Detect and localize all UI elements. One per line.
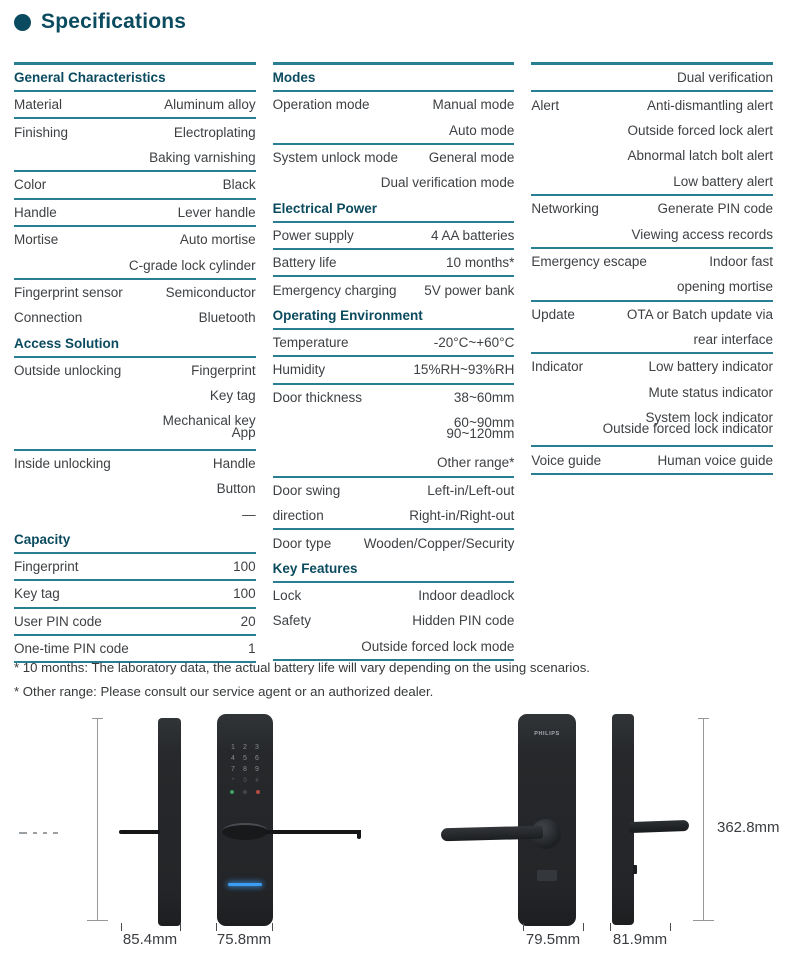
spec-value: Aluminum alloy [164, 97, 256, 113]
spec-row [14, 609, 256, 636]
keypad-key: 2 [243, 744, 247, 751]
spec-line [273, 426, 515, 450]
footnotes [14, 656, 590, 704]
footnote-battery: * 10 months: The laboratory data, the actual battery life will vary depending on the using scenarios. [14, 660, 590, 675]
dimension-line-right [703, 718, 704, 920]
spec-line [14, 280, 256, 305]
spec-row [273, 357, 515, 384]
spec-value: Mechanical key [162, 413, 256, 429]
spec-label: Connection [14, 310, 83, 326]
tick-mark [523, 923, 524, 931]
spec-label: Door swing [272, 482, 341, 498]
spec-line [273, 117, 515, 142]
spec-line [273, 277, 515, 302]
tick-mark [121, 923, 122, 931]
keypad-key: 9 [255, 766, 259, 773]
clipped-dimension-fragment [19, 832, 58, 834]
spec-line [14, 252, 256, 277]
spec-line [531, 302, 773, 327]
section-header: General Characteristics [14, 65, 256, 92]
spec-line [14, 609, 256, 634]
spec-value: 100 [233, 559, 256, 575]
spec-value: Auto mode [449, 122, 515, 138]
spec-label: Fingerprint sensor [14, 284, 123, 300]
spec-line [273, 478, 515, 503]
spec-row [14, 200, 256, 227]
spec-value: Indoor fast [709, 253, 774, 269]
spec-line [14, 383, 256, 408]
spec-line [531, 447, 773, 472]
lock-front-side-view [158, 718, 181, 926]
page-title [14, 10, 186, 34]
keypad-key: # [255, 778, 259, 784]
gray-dot-icon [243, 790, 247, 794]
spec-line [531, 65, 773, 90]
tick-mark [583, 923, 584, 931]
section-header: Electrical Power [273, 196, 515, 223]
battery-cover [537, 870, 557, 881]
spec-line [273, 92, 515, 117]
spec-value: Bluetooth [198, 310, 256, 326]
spec-value: Generate PIN code [657, 201, 774, 217]
spec-row [531, 92, 773, 196]
dimension-cap [698, 718, 709, 719]
lock-handle-tip [357, 830, 361, 839]
spec-line [273, 330, 515, 355]
spec-value: Manual mode [432, 97, 515, 113]
spec-row [14, 227, 256, 280]
green-dot-icon [230, 790, 234, 794]
spec-line [273, 385, 515, 410]
page-title-text: Specifications [41, 10, 187, 33]
spec-row [14, 554, 256, 581]
keypad-key: * [231, 778, 235, 784]
dimension-cap [92, 718, 103, 719]
spec-label: Finishing [14, 124, 69, 140]
spec-row [14, 172, 256, 199]
spec-label: Emergency charging [272, 282, 397, 298]
spec-value: Semiconductor [165, 284, 256, 300]
spec-line [531, 169, 773, 194]
spec-value: Wooden/Copper/Security [363, 535, 515, 551]
spec-value: OTA or Batch update via [626, 306, 774, 322]
spec-line [531, 421, 774, 445]
spec-value: Outside forced lock alert [627, 122, 774, 138]
spec-value: opening mortise [676, 279, 774, 295]
spec-label: Fingerprint [14, 559, 79, 575]
section-header: Modes [273, 65, 515, 92]
spec-value: -20°C~+60°C [433, 334, 515, 350]
spec-row [273, 583, 515, 608]
dimension-diagram [0, 715, 789, 973]
keypad-key: 0 [243, 778, 247, 784]
spec-line [273, 608, 515, 633]
spec-label: Emergency escape [531, 253, 647, 269]
spec-label: Operation mode [272, 97, 370, 113]
spec-value: Button [216, 481, 256, 497]
spec-line [273, 583, 515, 608]
keypad-key: 8 [243, 766, 247, 773]
spec-value: Abnormal latch bolt alert [627, 148, 774, 164]
spec-label: Temperature [272, 334, 349, 350]
spec-label: Networking [531, 201, 599, 217]
spec-row [273, 608, 515, 661]
spec-label: Color [14, 177, 47, 193]
spec-line [14, 305, 256, 330]
spec-label: One-time PIN code [14, 641, 129, 657]
spec-row [14, 305, 256, 330]
spec-value: Dual verification mode [380, 175, 515, 191]
keypad-key: 1 [231, 744, 235, 751]
spec-label: Outside unlocking [14, 362, 122, 378]
keypad [227, 744, 263, 785]
lever-handle [441, 826, 543, 842]
spec-row [531, 249, 773, 302]
spec-value: 5V power bank [424, 282, 515, 298]
spec-value: rear interface [693, 332, 774, 348]
spec-value: App [231, 424, 256, 440]
spec-line [273, 250, 515, 275]
spec-value: 20 [240, 613, 256, 629]
spec-label: Material [14, 97, 63, 113]
spec-value: 60~90mm [453, 415, 515, 431]
spec-label: Handle [14, 204, 57, 220]
spec-value: Fingerprint [191, 362, 256, 378]
spec-value: Viewing access records [631, 226, 774, 242]
spec-column-2 [273, 62, 515, 663]
led-indicator [228, 883, 262, 886]
spec-value: Electroplating [173, 124, 256, 140]
dimension-cap [87, 920, 108, 921]
spec-line [531, 380, 773, 405]
red-dot-icon [256, 790, 260, 794]
spec-value: Lever handle [177, 204, 256, 220]
lock-handle [119, 830, 160, 834]
spec-value: Low battery indicator [648, 359, 774, 375]
spec-label: Lock [272, 588, 302, 604]
section-header: Operating Environment [273, 303, 515, 330]
keypad-key: 4 [231, 755, 235, 762]
spec-label: System unlock mode [272, 149, 398, 165]
width-dimension-label: 75.8mm [216, 931, 272, 948]
keypad-key: 5 [243, 755, 247, 762]
spec-value: Left-in/Left-out [427, 482, 515, 498]
spec-value: 1 [248, 641, 256, 657]
dimension-line-left [97, 718, 98, 920]
spec-line [531, 196, 773, 221]
spec-value: Handle [212, 455, 256, 471]
spec-row [273, 223, 515, 250]
spec-line [14, 554, 256, 579]
spec-value: 10 months* [446, 255, 515, 271]
spec-line [273, 530, 515, 555]
spec-value: Outside forced lock mode [361, 638, 515, 654]
spec-line [14, 227, 256, 252]
spec-label: Key tag [14, 586, 60, 602]
tick-mark [272, 923, 273, 931]
spec-row [531, 65, 773, 92]
spec-value: Mute status indicator [648, 384, 774, 400]
spec-value: Hidden PIN code [412, 613, 515, 629]
spec-line [531, 274, 773, 299]
handle-base [222, 823, 268, 840]
spec-row [14, 92, 256, 119]
spec-row [531, 302, 773, 355]
spec-value: Indoor deadlock [418, 588, 515, 604]
dimension-cap [693, 920, 714, 921]
spec-label: Update [531, 306, 575, 322]
spec-line [14, 451, 256, 476]
spec-line [531, 92, 773, 117]
spec-label: Door type [272, 535, 332, 551]
lock-handle [265, 830, 361, 834]
spec-line [273, 170, 515, 195]
brand-logo: PHILIPS [534, 731, 560, 737]
spec-line [531, 221, 773, 246]
spec-label: Battery life [272, 255, 337, 271]
spec-column-3 [531, 62, 773, 663]
tick-mark [610, 923, 611, 931]
spec-line [14, 408, 256, 433]
spec-label: direction [272, 508, 324, 524]
keypad-key: 7 [231, 766, 235, 773]
spec-line [273, 503, 515, 528]
spec-value: 15%RH~93%RH [413, 362, 515, 378]
spec-label: Humidity [272, 362, 326, 378]
spec-row [531, 354, 773, 447]
spec-value: 4 AA batteries [431, 227, 515, 243]
spec-value: General mode [428, 149, 515, 165]
spec-row [273, 92, 515, 145]
spec-value: Dual verification [676, 70, 774, 86]
tick-mark [216, 923, 217, 931]
spec-line [531, 118, 773, 143]
width-dimension-label: 81.9mm [612, 931, 668, 948]
spec-row [273, 530, 515, 555]
spec-label: Indicator [531, 359, 584, 375]
spec-line [14, 424, 256, 449]
spec-line [14, 200, 256, 225]
spec-value: 90~120mm [446, 426, 515, 442]
spec-line [14, 358, 256, 383]
spec-value: Low battery alert [673, 173, 774, 189]
section-header: Capacity [14, 527, 256, 554]
spec-value: Baking varnishing [149, 149, 256, 165]
spec-value: Black [222, 177, 256, 193]
spec-line [273, 223, 515, 248]
spec-row [273, 330, 515, 357]
footnote-range: * Other range: Please consult our service agent or an authorized dealer. [14, 684, 434, 699]
spec-row [531, 447, 773, 474]
width-dimension-label: 85.4mm [122, 931, 178, 948]
spec-line [14, 145, 256, 170]
spec-row [14, 581, 256, 608]
spec-value: C-grade lock cylinder [128, 257, 256, 273]
spec-label: Mortise [14, 232, 59, 248]
spec-label: Door thickness [272, 389, 362, 405]
spec-line [531, 249, 773, 274]
spec-row [14, 451, 256, 527]
spec-line [14, 119, 256, 144]
spec-line [273, 145, 515, 170]
spec-row [273, 385, 515, 478]
spec-line [14, 476, 256, 501]
latch [633, 865, 637, 874]
spec-value: Other range* [437, 455, 515, 471]
spec-value: Anti-dismantling alert [646, 97, 774, 113]
spec-value: — [242, 506, 256, 522]
spec-label: Voice guide [531, 452, 602, 468]
spec-line [14, 92, 256, 117]
lock-front-view [217, 714, 273, 926]
spec-line [531, 354, 773, 379]
spec-value: Human voice guide [657, 452, 774, 468]
width-dimension-label: 79.5mm [525, 931, 581, 948]
spec-row [273, 478, 515, 531]
section-header: Access Solution [14, 331, 256, 358]
spec-value: Auto mortise [179, 232, 256, 248]
bullet-dot-icon [14, 14, 31, 31]
spec-label: Safety [272, 613, 311, 629]
spec-value: Right-in/Right-out [409, 508, 515, 524]
spec-row [531, 196, 773, 249]
keypad-key: 6 [255, 755, 259, 762]
spec-line [273, 450, 515, 475]
lever-handle [629, 820, 689, 833]
spec-value: 38~60mm [453, 389, 515, 405]
spec-label: Power supply [272, 227, 354, 243]
spec-value: System lock indicator [645, 410, 774, 426]
tick-mark [670, 923, 671, 931]
tick-mark [180, 923, 181, 931]
spec-line [273, 357, 515, 382]
spec-line [14, 172, 256, 197]
spec-column-1 [14, 62, 256, 663]
spec-row [14, 119, 256, 172]
spec-row [273, 250, 515, 277]
spec-label: User PIN code [14, 613, 102, 629]
spec-line [14, 501, 256, 526]
spec-value: Key tag [209, 388, 256, 404]
spec-tables [14, 62, 773, 663]
spec-line [531, 327, 773, 352]
spec-row [273, 277, 515, 302]
lock-back-view [518, 714, 576, 926]
height-dimension-label: 362.8mm [717, 819, 780, 836]
spec-label: Inside unlocking [14, 455, 111, 471]
spec-value: 100 [233, 586, 256, 602]
spec-row [14, 358, 256, 451]
keypad-key: 3 [255, 744, 259, 751]
spec-line [531, 143, 773, 168]
lock-back-side-view [612, 714, 634, 925]
spec-row [14, 280, 256, 305]
spec-value: Outside forced lock indicator [602, 421, 774, 437]
spec-line [14, 581, 256, 606]
spec-label: Alert [531, 97, 560, 113]
keypad-status-dots [227, 790, 263, 794]
spec-row [273, 145, 515, 196]
section-header: Key Features [273, 556, 515, 583]
